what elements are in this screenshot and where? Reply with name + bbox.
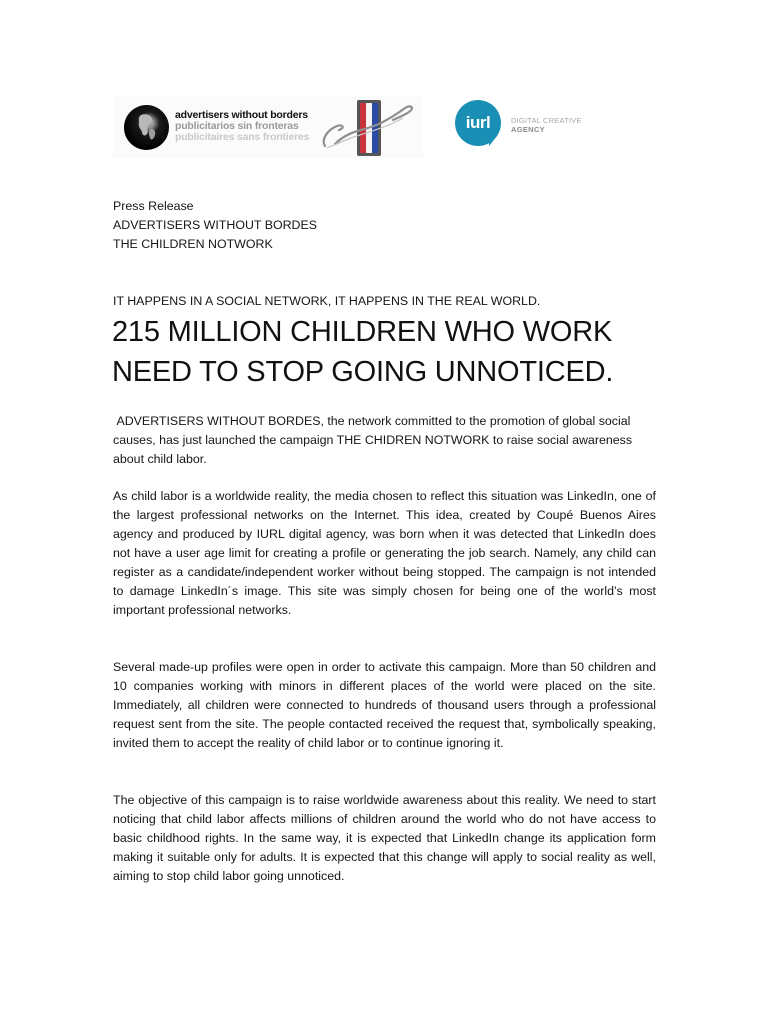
awb-line-french: publicitaires sans frontieres (175, 131, 310, 143)
tagline: IT HAPPENS IN A SOCIAL NETWORK, IT HAPPENS IN THE REAL WORLD. (113, 294, 541, 308)
awb-line-spanish: publicitarios sin fronteras (175, 120, 299, 132)
iurl-tagline-line2: AGENCY (511, 125, 545, 134)
awb-line-english: advertisers without borders (175, 109, 308, 121)
globe-icon (124, 105, 169, 150)
paragraph-profiles: Several made-up profiles were open in order to activate this campaign. More than 50 children and 10 companies working with minors in different places of the world were placed on the site. Immediately, all children were connected to hundreds of thousand users through a professional request sent from the site. The people contacted received the request that, symbolically speaking, invited them to accept the reality of child labor or to continue ignoring it. (113, 660, 656, 750)
paragraph-objective: The objective of this campaign is to raise worldwide awareness about this reality. We need to start noticing that child labor affects millions of children around the world who do not have access to basic childhood rights. In the same way, it is expected that LinkedIn change its application form making it suitable only for adults. It is expected that this change will apply to social reality as well, aiming to stop child labor going unnoticed. (113, 793, 656, 883)
iurl-logo (453, 98, 583, 154)
coupe-logo (313, 96, 423, 158)
iurl-speech-bubble-icon: iurl (455, 100, 501, 146)
headline-line1: 215 MILLION CHILDREN WHO WORK (112, 316, 613, 348)
paragraph-linkedin: As child labor is a worldwide reality, the media chosen to reflect this situation was LinkedIn, one of the largest professional networks on the Internet. This idea, created by Coupé Buenos Aires agency and produced by IURL digital agency, was born when it was detected that LinkedIn does not have a user age limit for creating a profile or generating the job search. Namely, any child can register as a candidate/independent worker without being stopped. The campaign is not intended to damage LinkedIn´s image. This site was simply chosen for being one of the world’s most important professional networks. (113, 489, 656, 617)
iurl-tagline-line1: DIGITAL CREATIVE (511, 116, 582, 125)
press-release-label: Press Release (113, 199, 194, 213)
paragraph-intro: ADVERTISERS WITHOUT BORDES, the network committed to the promotion of global social causes, has just launched the campaign THE CHIDREN NOTWORK to raise social awareness about child labor. (113, 414, 636, 466)
logo-band (113, 96, 583, 158)
coupe-emblem-icon (313, 96, 423, 158)
headline-line2: NEED TO STOP GOING UNNOTICED. (112, 356, 614, 388)
organization-name: ADVERTISERS WITHOUT BORDES (113, 218, 318, 232)
awb-wordmark (175, 110, 309, 143)
campaign-name: THE CHILDREN NOTWORK (113, 237, 273, 251)
